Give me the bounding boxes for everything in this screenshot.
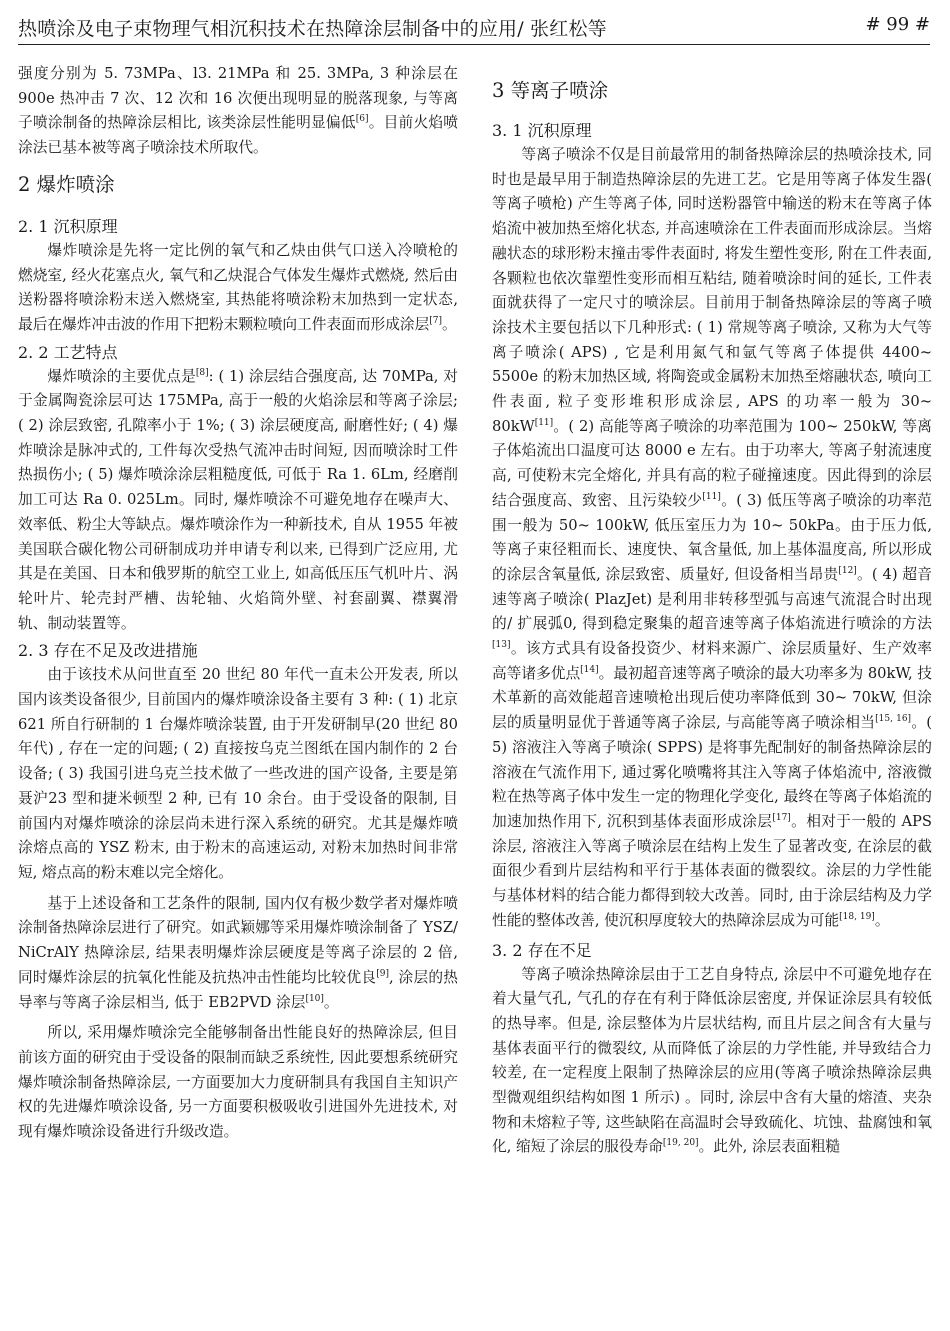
citation: [6] — [355, 114, 369, 125]
paragraph-flame-spray-tail: 强度分别为 5. 73MPa、l3. 21MPa 和 25. 3MPa, 3 种涂层在 900e 热冲击 7 次、12 次和 16 次便出现明显的脱落现象, 与等离子喷涂制备的热障涂层相比, 该类涂层性能明显偏低[6]。目前火焰喷涂法已基本被等离子喷涂技术所取代。 — [18, 65, 458, 157]
citation: [15, 16] — [875, 714, 912, 725]
citation: [7] — [429, 316, 443, 327]
paragraph-conclusion: 所以, 采用爆炸喷涂完全能够制备出性能良好的热障涂层, 但目前该方面的研究由于受设备的限制而缺乏系统性, 因此要想系统研究爆炸喷涂制备热障涂层, 一方面要加大力度研制具有我国自主知识产权的先进爆炸喷涂设备, 另一方面要积极吸收引进国外先进技术, 对现有爆炸喷涂设备进行升级改造。 — [18, 1024, 458, 1141]
citation: [10] — [305, 993, 324, 1004]
subsection-heading-2-1: 2. 1 沉积原理 — [18, 216, 118, 236]
paragraph-deposition-principle: 爆炸喷涂是先将一定比例的氧气和乙炔由供气口送入冷喷枪的燃烧室, 经火花塞点火, 氧气和乙炔混合气体发生爆炸式燃烧, 然后由送粉器将喷涂粉末送入燃烧室, 其热能将喷涂粉末加热到一定状态, 最后在爆炸冲击波的作用下把粉末颗粒喷向工件表面而形成涂层[7]。 — [18, 241, 458, 333]
running-head — [18, 8, 930, 45]
paragraph-shortcomings: 由于该技术从问世直至 20 世纪 80 年代一直未公开发表, 所以国内该类设备很少, 目前国内的爆炸喷涂设备主要有 3 种: ( 1) 北京 621 所自行研制的 1 台爆炸喷涂装置, 由于开发研制早(20 世纪 80 年代) , 存在一定的问题; ( 2) 直接按乌克兰图纸在国内制作的 2 台设备; ( 3) 我国引进乌克兰技术做了一些改进的国产设备, 主要是第聂沪23 型和捷米顿型 2 种, 已有 10 余台。由于受设备的限制, 目前国内对爆炸喷涂的涂层尚未进行深入系统的研究。尤其是爆炸喷涂熔点高的 YSZ 粉末, 由于粉末的高速运动, 对粉末加热时间非常短, 熔点高的粉末难以完全熔化。 — [18, 666, 458, 881]
citation: [11] — [702, 491, 721, 502]
citation: [14] — [580, 664, 599, 675]
citation: [19, 20] — [662, 1138, 699, 1149]
citation: [13] — [492, 640, 511, 651]
right-column — [492, 62, 932, 1160]
paragraph-plasma-shortcomings: 等离子喷涂热障涂层由于工艺自身特点, 涂层中不可避免地存在着大量气孔, 气孔的存在有利于降低涂层密度, 并保证涂层具有较低的热导率。但是, 涂层整体为片层状结构, 而且片层之间含有大量与基体表面平行的微裂纹, 从而降低了涂层的力学性能, 并导致结合力较差, 在一定程度上限制了热障涂层的应用(等离子喷涂热障涂层典型微观组织结构如图 1 所示) 。同时, 涂层中含有大量的熔渣、夹杂物和未熔粒子等, 这些缺陷在高温时会导致硫化、坑蚀、盐腐蚀和氧化, 缩短了涂层的服役寿命[19, 20]。此外, 涂层表面粗糙 — [492, 965, 932, 1156]
citation: [12] — [838, 566, 857, 577]
citation: [11] — [534, 417, 554, 428]
subsection-heading-2-3: 2. 3 存在不足及改进措施 — [18, 641, 198, 661]
section-heading-3: 3 等离子喷涂 — [492, 79, 609, 102]
running-title: 热喷涂及电子束物理气相沉积技术在热障涂层制备中的应用/ 张红松等 — [18, 18, 607, 40]
page-number: # 99 # — [865, 14, 930, 35]
paragraph-plasma-principle: 等离子喷涂不仅是目前最常用的制备热障涂层的热喷涂技术, 同时也是最早用于制造热障涂层的先进工艺。它是用等离子体发生器( 等离子喷枪) 产生等离子体, 同时送粉器管中输送的粉末在等离子体焰流中被加热至熔化状态, 并高速喷涂在工件表面而形成涂层。当熔融状态的球形粉末撞击零件表面时, 将发生塑性变形, 附在工件表面, 各颗粒也依次靠塑性变形而相互粘结, 随着喷涂时间的延长, 工件表面就获得了一定尺寸的喷涂层。目前用于制备热障涂层的等离子喷涂技术主要包括以下几种形式: ( 1) 常规等离子喷涂, 又称为大气等离子喷涂( APS) , 它是利用氮气和氩气等离子体提供 4400~ 5500e 的粉末加热区域, 将陶瓷或金属粉末加热至熔融状态, 喷向工件表面, 粒子变形堆积形成涂层, APS 的功率一般为 30~ 80kW[11]。( 2) 高能等离子喷涂的功率范围为 100~ 250kW, 等离子体焰流出口温度可达 8000 e 左右。由于功率大, 等离子射流速度高, 可使粉末完全熔化, 并具有高的粒子碰撞速度。因此得到的涂层结合强度高、致密、且污染较少[11]。( 3) 低压等离子喷涂的功率范围一般为 50~ 100kW, 低压室压力为 10~ 50kPa。由于压力低, 等离子束径粗而长、速度快、氧含量低, 加上基体温度高, 所以形成的涂层含氧量低, 涂层致密、质量好, 但设备相当昂贵[12]。( 4) 超音速等离子喷涂( PlazJet) 是利用非转移型弧与高速气流混合时出现的/ 扩展弧0, 得到稳定聚集的超音速等离子体焰流进行喷涂的方法[13]。该方式具有设备投资少、材料来源广、涂层质量好、生产效率高等诸多优点[14]。最初超音速等离子喷涂的最大功率多为 80kW, 技术革新的高效能超音速喷枪出现后使功率降低到 30~ 70kW, 但涂层的质量明显优于普通等离子涂层, 与高能等离子喷涂相当[15, 16]。( 5) 溶液注入等离子喷涂( SPPS) 是将事先配制好的制备热障涂层的溶液在气流作用下, 通过雾化喷嘴将其注入等离子体焰流中, 溶液微粒在热等离子体中发生一定的物理化学变化, 最终在等离子体焰流的加速加热作用下, 沉积到基体表面形成涂层[17]。相对于一般的 APS 涂层, 溶液注入等离子喷涂层在结构上发生了显著改变, 在涂层的截面很少看到片层结构和平行于基体表面的微裂纹。涂层的力学性能与基体材料的结合能力都得到较大改善。同时, 由于涂层结构及力学性能的整体改善, 使沉积厚度较大的热障涂层成为可能[18, 19]。 — [492, 146, 932, 929]
citation: [17] — [772, 813, 791, 824]
subsection-heading-2-2: 2. 2 工艺特点 — [18, 342, 118, 362]
subsection-heading-3-2: 3. 2 存在不足 — [492, 940, 592, 960]
paragraph-process-features: 爆炸喷涂的主要优点是[8]: ( 1) 涂层结合强度高, 达 70MPa, 对于金属陶瓷涂层可达 175MPa, 高于一般的火焰涂层和等离子涂层; ( 2) 涂层致密, 孔隙率小于 1%; ( 3) 涂层硬度高, 耐磨性好; ( 4) 爆炸喷涂是脉冲式的, 工件每次受热气流冲击时间短, 因而喷涂时工件热损伤小; ( 5) 爆炸喷涂涂层粗糙度低, 可低于 Ra 1. 6Lm, 经磨削加工可达 Ra 0. 025Lm。同时, 爆炸喷涂不可避免地存在噪声大、效率低、粉尘大等缺点。爆炸喷涂作为一种新技术, 自从 1955 年被美国联合碳化物公司研制成功并申请专利以来, 已得到广泛应用, 尤其是在美国、日本和俄罗斯的航空工业上, 如高低压压气机叶片、涡轮叶片、轮壳封严槽、齿轮轴、火焰筒外壁、衬套副翼、襟翼滑轨、制动装置等。 — [18, 367, 458, 632]
subsection-heading-3-1: 3. 1 沉积原理 — [492, 121, 592, 140]
paragraph-research: 基于上述设备和工艺条件的限制, 国内仅有极少数学者对爆炸喷涂制备热障涂层进行了研究。如武颖娜等采用爆炸喷涂制备了 YSZ/ NiCrAlY 热障涂层, 结果表明爆炸涂层硬度是等离子涂层的 2 倍, 同时爆炸涂层的抗氧化性能及抗热冲击性能均比较优良[9], 涂层的热导率与等离子涂层相当, 低于 EB2PVD 涂层[10]。 — [18, 894, 458, 1011]
section-heading-2: 2 爆炸喷涂 — [18, 172, 115, 196]
left-column — [18, 62, 458, 1145]
citation: [9] — [376, 968, 389, 979]
citation: [18, 19] — [839, 911, 875, 922]
citation: [8] — [195, 367, 209, 378]
